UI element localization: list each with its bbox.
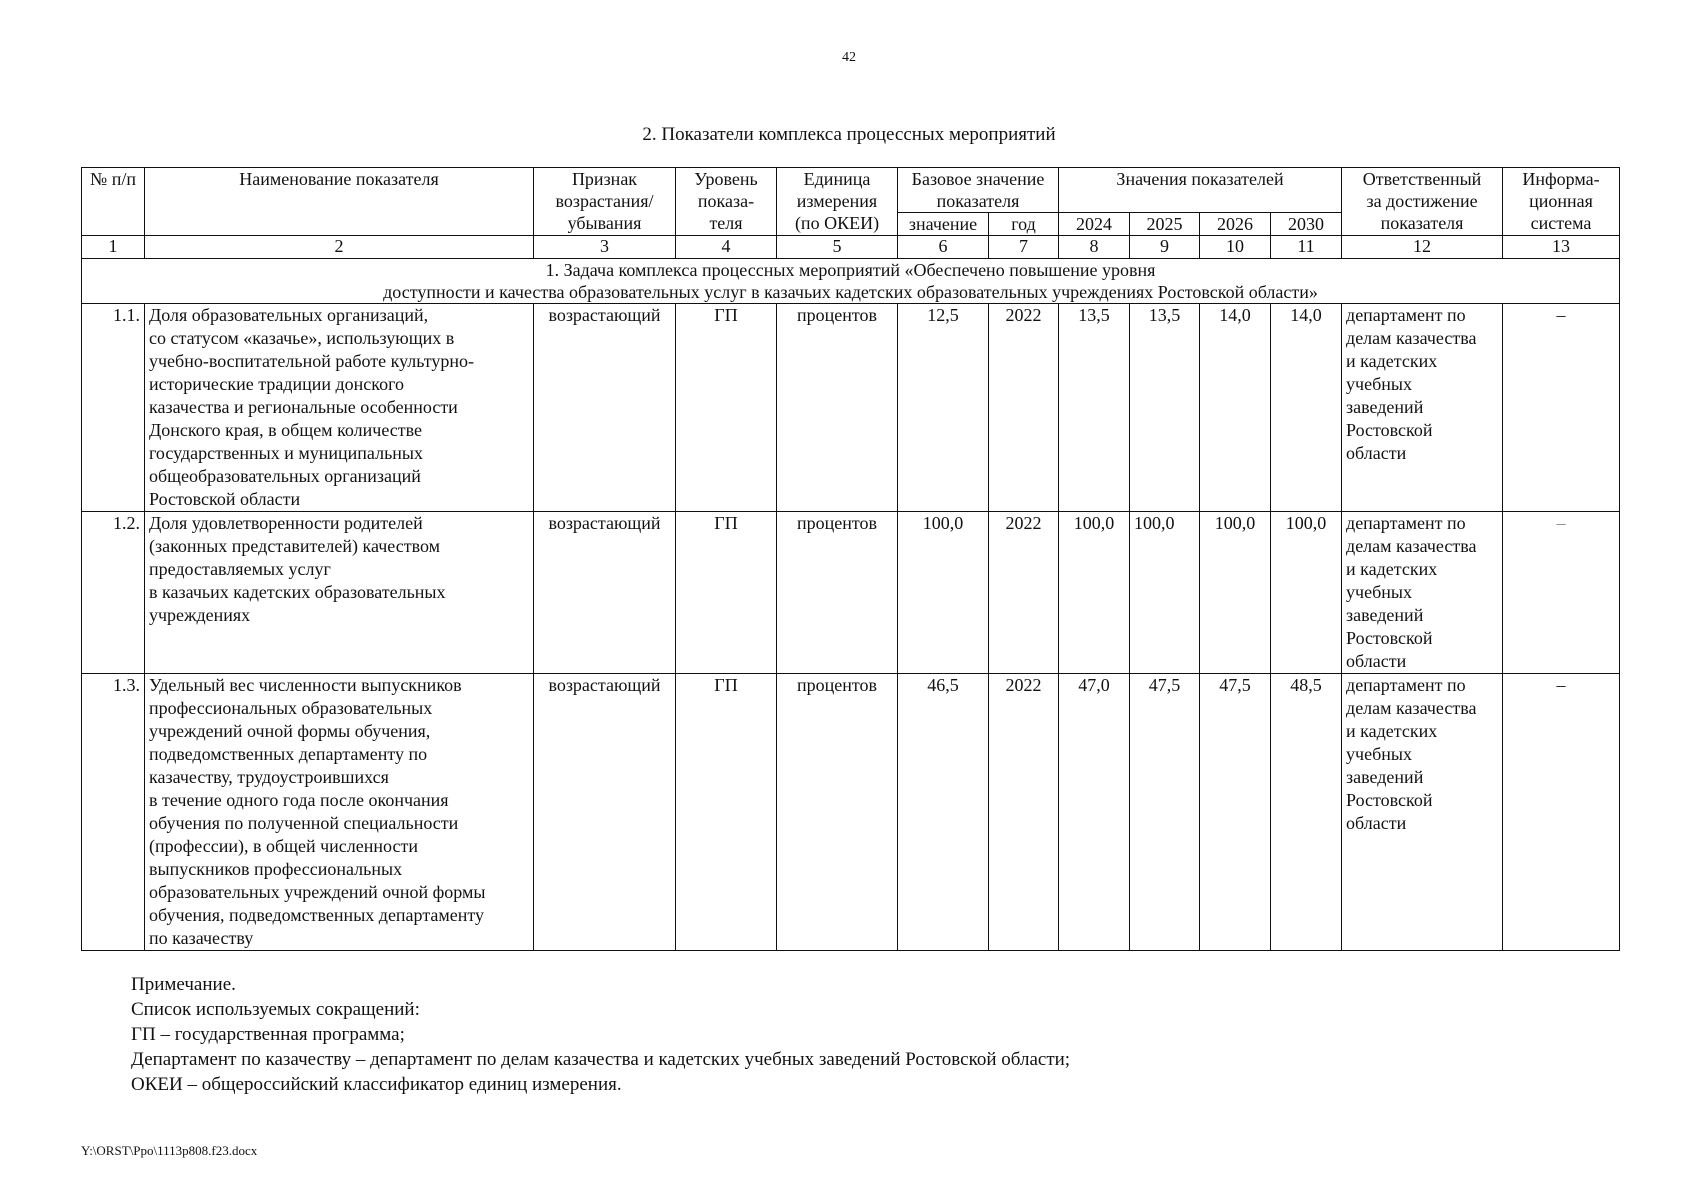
- row-info: –: [1503, 304, 1620, 512]
- row-base-value: 12,5: [898, 304, 989, 512]
- row-value-2025: 100,0: [1130, 512, 1200, 674]
- column-number: 8: [1059, 236, 1130, 259]
- header-year-2026: 2026: [1200, 213, 1271, 236]
- row-info: –: [1503, 674, 1620, 951]
- header-year-2030: 2030: [1271, 213, 1342, 236]
- row-unit: процентов: [777, 674, 898, 951]
- section-title: 2. Показатели комплекса процессных мероприятий: [642, 124, 1056, 145]
- column-number: 3: [534, 236, 676, 259]
- row-value-2024: 47,0: [1059, 674, 1130, 951]
- note-line: Департамент по казачеству – департамент по делам казачества и кадетских учебных заведений Ростовской области;: [131, 1049, 1071, 1070]
- column-number: 12: [1342, 236, 1503, 259]
- header-sign: Признак возрастания/ убывания: [534, 168, 676, 236]
- task-title: 1. Задача комплекса процессных мероприятий «Обеспечено повышение уровня доступности и качества образовательных услуг в казачьих кадетских образовательных учреждениях Ростовской области»: [82, 259, 1620, 304]
- column-number: 9: [1130, 236, 1200, 259]
- column-number: 5: [777, 236, 898, 259]
- header-num: № п/п: [82, 168, 145, 236]
- row-base-value: 100,0: [898, 512, 989, 674]
- column-number: 13: [1503, 236, 1620, 259]
- header-unit: Единица измерения (по ОКЕИ): [777, 168, 898, 236]
- row-num: 1.3.: [82, 674, 145, 951]
- page-number: 42: [842, 50, 856, 65]
- row-level: ГП: [676, 512, 777, 674]
- row-name: Доля удовлетворенности родителей (законных представителей) качеством предоставляемых услуг в казачьих кадетских образовательных учреждениях: [145, 512, 534, 674]
- header-year-2025: 2025: [1130, 213, 1200, 236]
- row-value-2024: 13,5: [1059, 304, 1130, 512]
- row-value-2026: 14,0: [1200, 304, 1271, 512]
- row-name: Удельный вес численности выпускников профессиональных образовательных учреждений очной формы обучения, подведомственных департаменту по казачеству, трудоустроившихся в течение одного года после окончания обучения по полученной специальности (профессии), в общей численности выпускников профессиональных образовательных учреждений очной формы обучения, подведомственных департаменту по казачеству: [145, 674, 534, 951]
- row-value-2024: 100,0: [1059, 512, 1130, 674]
- table-row: [82, 674, 1620, 951]
- row-base-value: 46,5: [898, 674, 989, 951]
- row-value-2025: 13,5: [1130, 304, 1200, 512]
- column-number: 10: [1200, 236, 1271, 259]
- column-number: 6: [898, 236, 989, 259]
- row-sign: возрастающий: [534, 512, 676, 674]
- row-base-year: 2022: [989, 304, 1059, 512]
- note-line: ГП – государственная программа;: [131, 1024, 405, 1045]
- row-value-2030: 100,0: [1271, 512, 1342, 674]
- row-unit: процентов: [777, 304, 898, 512]
- row-value-2030: 48,5: [1271, 674, 1342, 951]
- row-level: ГП: [676, 304, 777, 512]
- footer-file-path: Y:\ORST\Ppo\1113p808.f23.docx: [81, 1143, 258, 1158]
- row-value-2026: 47,5: [1200, 674, 1271, 951]
- header-base: Базовое значение показателя: [898, 168, 1059, 213]
- header-info: Информа- ционная система: [1503, 168, 1620, 236]
- row-unit: процентов: [777, 512, 898, 674]
- row-value-2026: 100,0: [1200, 512, 1271, 674]
- column-number: 11: [1271, 236, 1342, 259]
- row-value-2030: 14,0: [1271, 304, 1342, 512]
- row-value-2025: 47,5: [1130, 674, 1200, 951]
- header-row-1: [82, 168, 1620, 213]
- header-values: Значения показателей: [1059, 168, 1342, 213]
- row-level: ГП: [676, 674, 777, 951]
- column-number: 7: [989, 236, 1059, 259]
- note-line: Список используемых сокращений:: [131, 999, 420, 1020]
- note-block: [131, 972, 1070, 1097]
- row-num: 1.1.: [82, 304, 145, 512]
- row-base-year: 2022: [989, 674, 1059, 951]
- table-row: [82, 512, 1620, 674]
- column-number: 1: [82, 236, 145, 259]
- column-number-row: [82, 236, 1620, 259]
- row-name: Доля образовательных организаций, со статусом «казачье», использующих в учебно-воспитательной работе культурно- исторические традиции донского казачества и региональные особенности Донского края, в общем количестве государственных и муниципальных общеобразовательных организаций Ростовской области: [145, 304, 534, 512]
- row-num: 1.2.: [82, 512, 145, 674]
- column-number: 4: [676, 236, 777, 259]
- table-row: [82, 304, 1620, 512]
- header-year-2024: 2024: [1059, 213, 1130, 236]
- row-responsible: департамент по делам казачества и кадетских учебных заведений Ростовской области: [1342, 674, 1503, 951]
- row-sign: возрастающий: [534, 304, 676, 512]
- header-level: Уровень показа- теля: [676, 168, 777, 236]
- task-row: [82, 259, 1620, 304]
- row-base-year: 2022: [989, 512, 1059, 674]
- header-name: Наименование показателя: [145, 168, 534, 236]
- row-responsible: департамент по делам казачества и кадетских учебных заведений Ростовской области: [1342, 304, 1503, 512]
- row-sign: возрастающий: [534, 674, 676, 951]
- row-responsible: департамент по делам казачества и кадетских учебных заведений Ростовской области: [1342, 512, 1503, 674]
- indicators-table: [81, 167, 1620, 951]
- row-info: –: [1503, 512, 1620, 674]
- note-line: Примечание.: [131, 974, 236, 995]
- header-base-value: значение: [898, 213, 989, 236]
- header-base-year: год: [989, 213, 1059, 236]
- column-number: 2: [145, 236, 534, 259]
- header-responsible: Ответственный за достижение показателя: [1342, 168, 1503, 236]
- note-line: ОКЕИ – общероссийский классификатор единиц измерения.: [131, 1074, 622, 1095]
